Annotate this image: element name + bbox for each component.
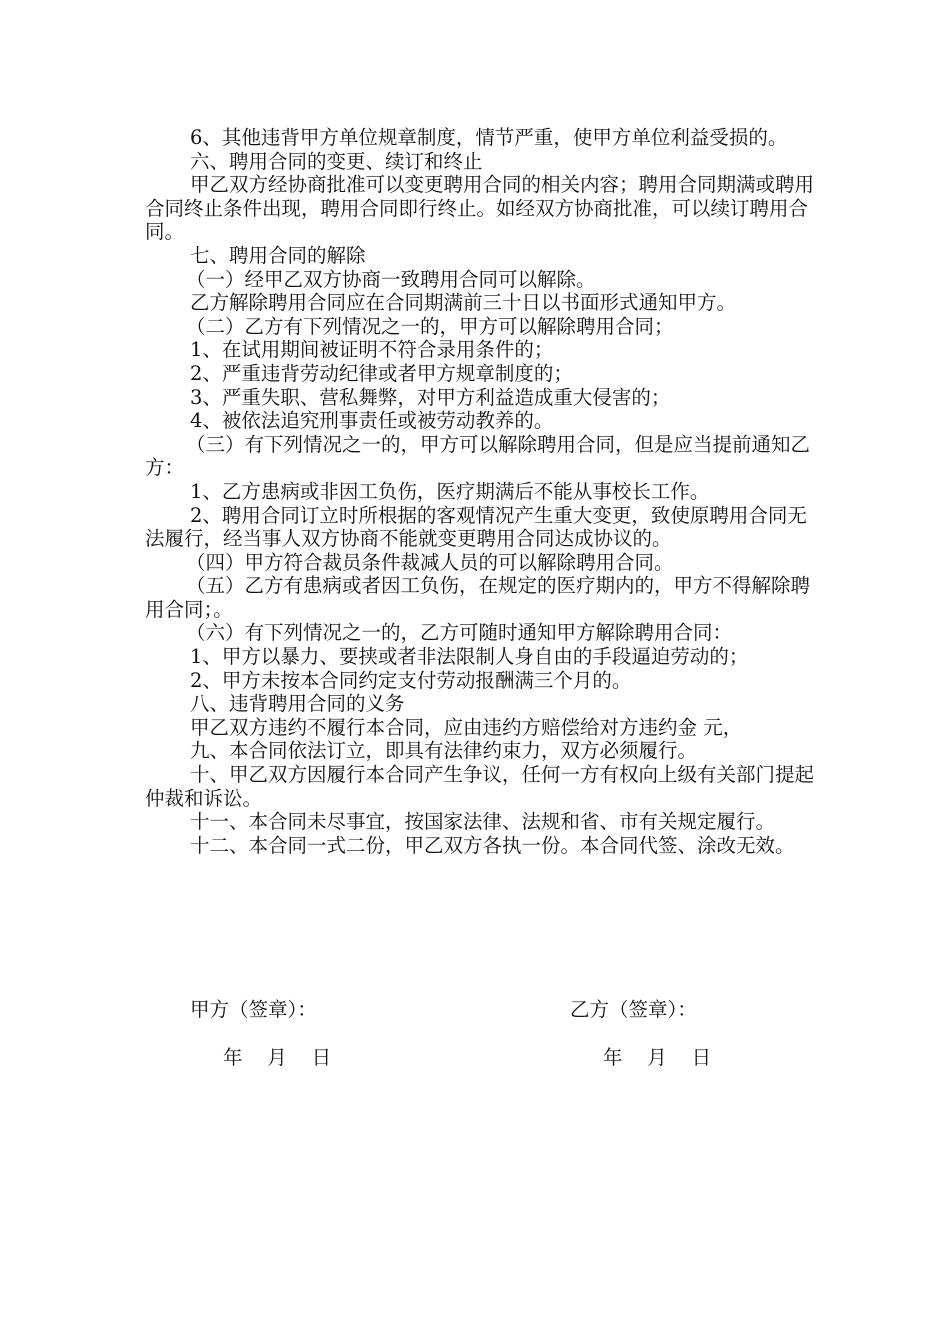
party-b-signature-label: 乙方（签章）： bbox=[570, 998, 697, 1021]
party-b-date: 年 月 日 bbox=[603, 1046, 712, 1069]
contract-paragraph: 十、甲乙双方因履行本合同产生争议，任何一方有权向上级有关部门提起仲裁和诉讼。 bbox=[145, 763, 815, 810]
contract-paragraph: 2、甲方未按本合同约定支付劳动报酬满三个月的。 bbox=[190, 668, 632, 692]
contract-paragraph: 乙方解除聘用合同应在合同期满前三十日以书面形式通知甲方。 bbox=[190, 291, 737, 315]
contract-paragraph: 十二、本合同一式二份，甲乙双方各执一份。本合同代签、涂改无效。 bbox=[190, 833, 795, 857]
party-a-signature-label: 甲方（签章）： bbox=[190, 998, 317, 1021]
contract-paragraph: 十一、本合同未尽事宜，按国家法律、法规和省、市有关规定履行。 bbox=[190, 810, 776, 834]
contract-paragraph: （一）经甲乙双方协商一致聘用合同可以解除。 bbox=[186, 267, 596, 291]
contract-paragraph: 九、本合同依法订立，即具有法律约束力，双方必须履行。 bbox=[190, 739, 698, 763]
contract-paragraph: 2、聘用合同订立时所根据的客观情况产生重大变更，致使原聘用合同无法履行，经当事人双方协商不能就变更聘用合同达成协议的。 bbox=[145, 503, 807, 551]
contract-paragraph: 七、聘用合同的解除 bbox=[190, 243, 366, 267]
party-a-date: 年 月 日 bbox=[223, 1046, 332, 1069]
contract-paragraph: 甲乙双方经协商批准可以变更聘用合同的相关内容；聘用合同期满或聘用合同终止条件出现，聘用合同即行终止。如经双方协商批准，可以续订聘用合同。 bbox=[145, 173, 815, 244]
contract-paragraph: 八、违背聘用合同的义务 bbox=[190, 692, 405, 716]
contract-paragraph: （六）有下列情况之一的，乙方可随时通知甲方解除聘用合同： bbox=[186, 621, 733, 645]
contract-paragraph: 1、在试用期间被证明不符合录用条件的； bbox=[190, 338, 554, 362]
contract-paragraph: 3、严重失职、营私舞弊，对甲方利益造成重大侵害的； bbox=[190, 385, 671, 409]
contract-paragraph: （四）甲方符合裁员条件裁减人员的可以解除聘用合同。 bbox=[186, 550, 674, 574]
contract-paragraph: （五）乙方有患病或者因工负伤，在规定的医疗期内的，甲方不得解除聘用合同；。 bbox=[145, 574, 811, 621]
contract-body bbox=[145, 126, 817, 857]
contract-paragraph: 六、聘用合同的变更、续订和终止 bbox=[190, 149, 483, 173]
contract-paragraph: （二）乙方有下列情况之一的，甲方可以解除聘用合同； bbox=[186, 314, 674, 338]
contract-paragraph: （三）有下列情况之一的，甲方可以解除聘用合同，但是应当提前通知乙方： bbox=[145, 432, 811, 480]
contract-paragraph: 1、甲方以暴力、要挟或者非法限制人身自由的手段逼迫劳动的； bbox=[190, 645, 749, 669]
contract-paragraph: 4、被依法追究刑事责任或被劳动教养的。 bbox=[190, 409, 554, 433]
contract-paragraph: 甲乙双方违约不履行本合同，应由违约方赔偿给对方违约金 元， bbox=[190, 715, 743, 739]
contract-paragraph: 6、其他违背甲方单位规章制度，情节严重，使甲方单位利益受损的。 bbox=[190, 126, 788, 149]
contract-paragraph: 2、严重违背劳动纪律或者甲方规章制度的； bbox=[190, 361, 573, 385]
contract-paragraph: 1、乙方患病或非因工负伤，医疗期满后不能从事校长工作。 bbox=[190, 479, 710, 503]
